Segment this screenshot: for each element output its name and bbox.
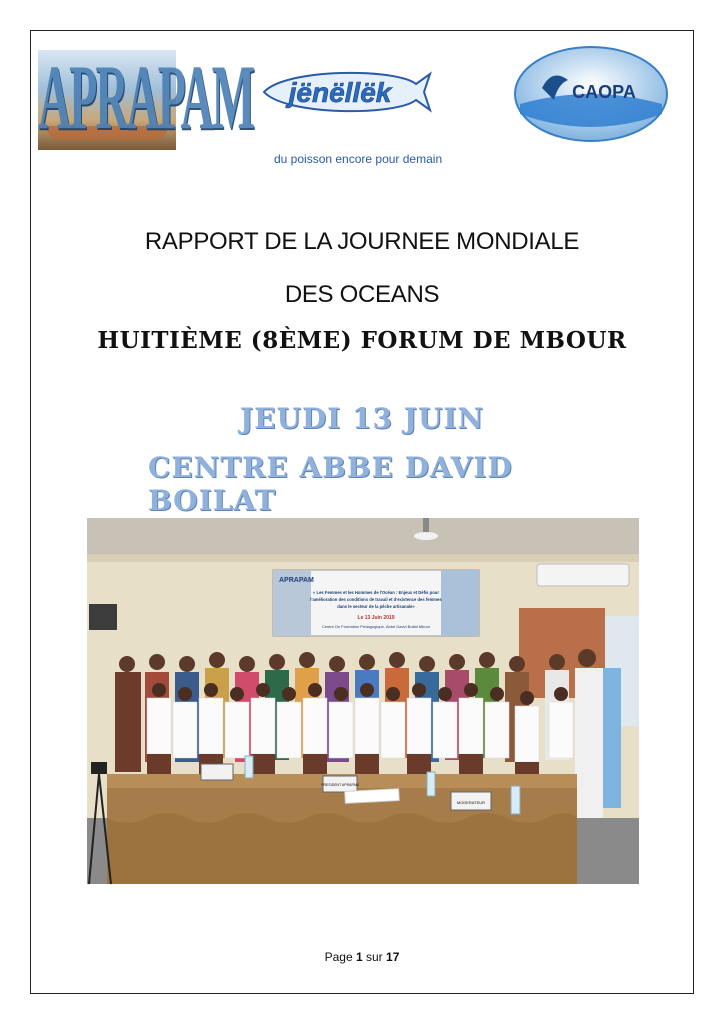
banner-place: Centre De Formation Pédagogique, Abbé David Boilat Mbour <box>321 624 431 629</box>
event-banner <box>273 570 479 636</box>
aprapam-logo-text: APRAPAM <box>38 46 254 148</box>
sign-president: PRESIDENT APRAPAM <box>321 783 359 787</box>
jenellek-logo-text: jënëllëk <box>288 77 392 108</box>
report-title-line2: DES OCEANS <box>284 281 440 308</box>
forum-subtitle: HUITIÈME (8ÈME) FORUM DE MBOUR <box>97 327 627 354</box>
sign-moderator: MODERATEUR <box>456 800 486 805</box>
caopa-logo-text: CAOPA <box>572 82 636 102</box>
banner-line3: dans le secteur de la pêche artisanale» <box>337 604 415 609</box>
report-title-line1: RAPPORT DE LA JOURNEE MONDIALE <box>144 228 580 255</box>
page-current: 1 <box>355 950 363 964</box>
slogan: du poisson encore pour demain <box>274 152 443 166</box>
jenellek-logo <box>256 62 432 122</box>
event-venue: CENTRE ABBE DAVID BOILAT <box>148 451 513 517</box>
group-photo <box>87 518 639 884</box>
banner-line2: l'amélioration des conditions de travail et d'existence des femmes <box>310 597 442 602</box>
page-middle: sur <box>362 950 387 964</box>
caopa-logo <box>512 44 670 144</box>
page-number <box>0 950 724 964</box>
banner-date: Le 13 Juin 2019 <box>357 615 395 621</box>
aprapam-logo <box>38 46 254 150</box>
banner-line1: « Les Femmes et les Hommes de l'Océan : Enjeux et Défis pour <box>313 590 439 595</box>
page-prefix: Page <box>324 950 356 964</box>
event-date: JEUDI 13 JUIN <box>239 402 485 435</box>
page-total: 17 <box>386 950 400 964</box>
banner-title: APRAPAM <box>279 577 314 584</box>
